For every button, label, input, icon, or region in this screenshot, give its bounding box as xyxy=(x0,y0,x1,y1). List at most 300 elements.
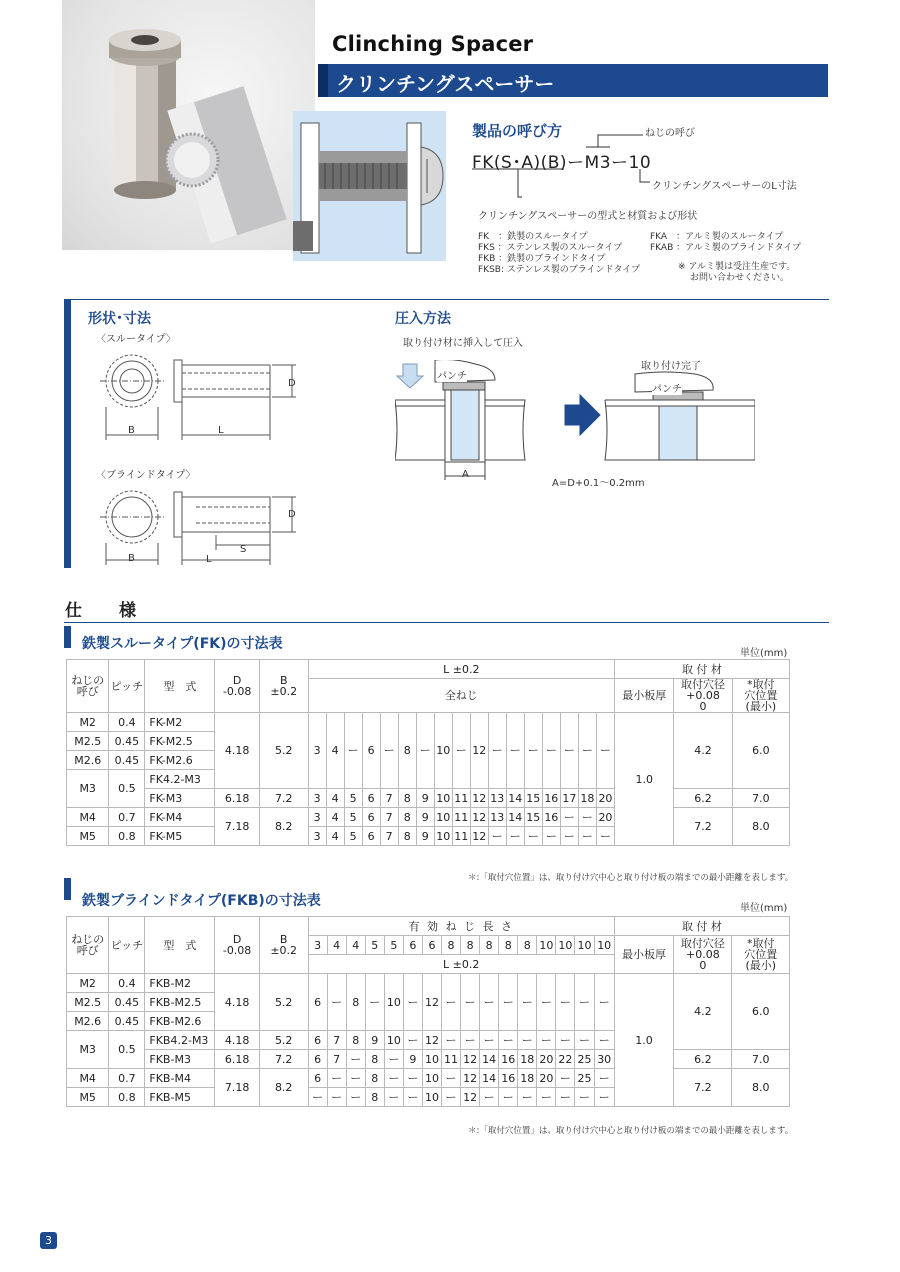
cell-model: FK4.2-M3 xyxy=(145,770,215,789)
cell-l: 10 xyxy=(422,1088,441,1107)
spec-divider xyxy=(64,622,829,623)
alu-note-line2: お問い合わせください。 xyxy=(690,273,790,283)
cell-l: 3 xyxy=(308,827,326,846)
cell-model: FK-M2.6 xyxy=(145,751,215,770)
cell-l: 13 xyxy=(488,789,506,808)
shape-drawings xyxy=(96,345,306,570)
cell-l: ー xyxy=(499,974,518,1031)
cell-l: 16 xyxy=(499,1050,518,1069)
cell-l: ー xyxy=(403,1031,422,1050)
cell-l: ー xyxy=(308,1088,327,1107)
fkb-table-title: 鉄製ブラインドタイプ(FKB)の寸法表 xyxy=(82,893,321,909)
cell-l: 18 xyxy=(518,1050,537,1069)
cell-thread: M2.6 xyxy=(67,751,109,770)
cell-thread: M4 xyxy=(67,1069,109,1088)
cell-l: ー xyxy=(346,1069,365,1088)
label-length: クリンチングスペーサーのL寸法 xyxy=(652,181,797,192)
fkb-unit: 単位(mm) xyxy=(740,903,788,914)
cell-l: ー xyxy=(594,1069,614,1088)
fk-h-l: L ±0.2 xyxy=(308,660,614,679)
cell-eff: 4 xyxy=(327,936,346,955)
cell-model: FK-M3 xyxy=(145,789,215,808)
cell-l: 3 xyxy=(308,789,326,808)
cell-l: 12 xyxy=(461,1069,480,1088)
cell-l: 12 xyxy=(470,713,488,789)
cell-eff: 8 xyxy=(461,936,480,955)
cell-l: 12 xyxy=(461,1088,480,1107)
cell-b: 7.2 xyxy=(259,789,308,808)
cell-model: FK-M2.5 xyxy=(145,732,215,751)
fk-h-d: D -0.08 xyxy=(215,660,260,713)
cell-l: ー xyxy=(461,1031,480,1050)
cell-pos: 7.0 xyxy=(732,789,789,808)
cross-section-illustration xyxy=(293,111,446,261)
cell-d: 7.18 xyxy=(215,808,260,846)
cell-l: 8 xyxy=(365,1069,384,1088)
cell-d: 4.18 xyxy=(215,974,260,1031)
cell-l: 4 xyxy=(326,789,344,808)
cell-eff: 8 xyxy=(499,936,518,955)
fk-title-bar xyxy=(64,626,71,648)
spec-heading: 仕 様 xyxy=(65,601,146,621)
table-row xyxy=(67,808,790,827)
dim-b-through: B xyxy=(128,425,135,436)
punch-label-1: パンチ xyxy=(437,367,467,382)
cell-pitch: 0.4 xyxy=(109,974,145,993)
cell-l: ー xyxy=(556,1088,575,1107)
cell-l: 17 xyxy=(560,789,578,808)
blind-type-label: 〈ブラインドタイプ〉 xyxy=(96,470,196,481)
cell-l: 20 xyxy=(596,789,614,808)
cell-pitch: 0.45 xyxy=(109,732,145,751)
type-fkab: FKAB ：アルミ製のブラインドタイプ xyxy=(650,243,802,253)
fk-h-mount: 取 付 材 xyxy=(615,660,790,679)
cell-b: 8.2 xyxy=(259,808,308,846)
cell-l: 9 xyxy=(416,827,434,846)
cell-l: ー xyxy=(594,1031,614,1050)
cell-eff: 8 xyxy=(442,936,461,955)
cell-l: 6 xyxy=(308,974,327,1031)
types-left-list xyxy=(478,232,640,276)
cell-l: 10 xyxy=(434,789,452,808)
cell-pos: 7.0 xyxy=(732,1050,790,1069)
cell-l: ー xyxy=(560,808,578,827)
cell-l: ー xyxy=(452,713,470,789)
fkb-h-pitch: ピッチ xyxy=(109,917,145,974)
cell-l: 6 xyxy=(308,1069,327,1088)
cell-l: 8 xyxy=(398,808,416,827)
cell-l: 8 xyxy=(346,1031,365,1050)
fk-footnote: ＊:「取付穴位置」は、取り付け穴中心と取り付け板の端までの最小距離を表します。 xyxy=(468,873,794,883)
table-row xyxy=(67,789,790,808)
type-fka: FKA ：アルミ製のスルータイプ xyxy=(650,232,784,242)
cell-l: ー xyxy=(380,713,398,789)
cell-eff: 10 xyxy=(575,936,594,955)
section-divider xyxy=(64,299,829,300)
cell-l: ー xyxy=(575,974,594,1031)
fkb-title-bar xyxy=(64,878,71,900)
fkb-h-pos: *取付 穴位置 (最小) xyxy=(732,936,790,974)
product-photo xyxy=(62,0,315,250)
cell-l: 8 xyxy=(398,827,416,846)
cell-l: 11 xyxy=(452,789,470,808)
cell-d: 6.18 xyxy=(215,1050,260,1069)
cell-l: ー xyxy=(442,1088,461,1107)
cell-l: ー xyxy=(518,1088,537,1107)
cell-l: ー xyxy=(346,1088,365,1107)
cell-l: ー xyxy=(578,808,596,827)
cell-l: ー xyxy=(403,1088,422,1107)
cell-l: 6 xyxy=(362,808,380,827)
cell-model: FKB-M2.5 xyxy=(145,993,215,1012)
cell-thread: M3 xyxy=(67,770,109,808)
cell-l: 8 xyxy=(398,713,416,789)
fkb-h-d: D -0.08 xyxy=(215,917,260,974)
cell-l: ー xyxy=(556,1031,575,1050)
cell-l: 10 xyxy=(434,827,452,846)
cell-l: 10 xyxy=(422,1069,441,1088)
cell-eff: 8 xyxy=(518,936,537,955)
cell-eff: 10 xyxy=(594,936,614,955)
cell-l: ー xyxy=(560,827,578,846)
cell-model: FKB-M4 xyxy=(145,1069,215,1088)
fkb-h-eff: 有 効 ね じ 長 さ xyxy=(308,917,614,936)
cell-l: ー xyxy=(480,1088,499,1107)
fk-dimension-table xyxy=(66,659,790,846)
cell-l: 5 xyxy=(344,808,362,827)
cell-thread: M2.6 xyxy=(67,1012,109,1031)
table-row xyxy=(67,974,790,993)
fk-h-pos: *取付 穴位置 (最小) xyxy=(732,679,789,713)
cell-l: 11 xyxy=(452,827,470,846)
cell-l: 6 xyxy=(362,827,380,846)
cell-model: FKB-M2.6 xyxy=(145,1012,215,1031)
types-right-list xyxy=(650,232,801,254)
cell-l: 16 xyxy=(542,808,560,827)
cell-l: 10 xyxy=(384,974,403,1031)
cell-thread: M5 xyxy=(67,1088,109,1107)
alu-note-line1: ※ アルミ製は受注生産です。 xyxy=(678,262,796,272)
cell-l: ー xyxy=(403,974,422,1031)
cell-hole: 6.2 xyxy=(674,1050,732,1069)
naming-heading: 製品の呼び方 xyxy=(472,122,563,140)
cell-l: 3 xyxy=(308,713,326,789)
cell-l: 12 xyxy=(470,827,488,846)
title-bar-accent xyxy=(318,64,328,97)
fkb-h-thread: ねじの呼び xyxy=(67,917,109,974)
cell-model: FKB4.2-M3 xyxy=(145,1031,215,1050)
cell-l: ー xyxy=(537,974,556,1031)
cell-pos: 8.0 xyxy=(732,1069,790,1107)
cell-model: FK-M5 xyxy=(145,827,215,846)
fk-h-l-sub: 全ねじ xyxy=(308,679,614,713)
dim-s-blind: S xyxy=(240,544,247,555)
cell-l: ー xyxy=(384,1069,403,1088)
cell-l: ー xyxy=(518,1031,537,1050)
fk-h-model: 型 式 xyxy=(145,660,215,713)
fkb-h-mount: 取 付 材 xyxy=(614,917,789,936)
cell-pitch: 0.45 xyxy=(109,993,145,1012)
cell-l: 12 xyxy=(422,974,441,1031)
dim-l-blind: L xyxy=(206,554,212,565)
cell-pitch: 0.45 xyxy=(109,1012,145,1031)
fkb-h-min-thick: 最小板厚 xyxy=(614,936,673,974)
cell-l: 6 xyxy=(362,789,380,808)
fk-h-min-thick: 最小板厚 xyxy=(615,679,674,713)
dim-d-through: D xyxy=(288,378,296,389)
cell-l: 4 xyxy=(326,713,344,789)
cell-hole: 4.2 xyxy=(674,974,732,1050)
fkb-footnote: ＊:「取付穴位置」は、取り付け穴中心と取り付け板の端までの最小距離を表します。 xyxy=(468,1126,794,1136)
cell-eff: 3 xyxy=(308,936,327,955)
cell-l: ー xyxy=(480,974,499,1031)
cell-thread: M2 xyxy=(67,713,109,732)
type-fkb: FKB ：鉄製のブラインドタイプ xyxy=(478,254,606,264)
shape-section-bar xyxy=(64,300,71,568)
press-step2: 取り付け完了 xyxy=(641,361,701,372)
cell-l: 22 xyxy=(556,1050,575,1069)
cell-l: 10 xyxy=(434,713,452,789)
dim-l-through: L xyxy=(218,425,224,436)
cell-l: 12 xyxy=(422,1031,441,1050)
cell-l: 16 xyxy=(542,789,560,808)
cell-pos: 6.0 xyxy=(732,713,789,789)
fkb-dimension-table xyxy=(66,916,790,1107)
cell-thread: M3 xyxy=(67,1031,109,1069)
cell-model: FKB-M3 xyxy=(145,1050,215,1069)
cell-b: 8.2 xyxy=(259,1069,308,1107)
cell-l: 15 xyxy=(524,808,542,827)
cell-l: 4 xyxy=(326,808,344,827)
cell-l: 18 xyxy=(578,789,596,808)
cell-l: ー xyxy=(442,1069,461,1088)
cell-hole: 6.2 xyxy=(674,789,732,808)
cell-hole: 7.2 xyxy=(674,808,732,846)
cell-l: 4 xyxy=(326,827,344,846)
fk-h-pitch: ピッチ xyxy=(109,660,145,713)
cell-eff: 10 xyxy=(556,936,575,955)
press-heading: 圧入方法 xyxy=(395,311,451,327)
dim-b-blind: B xyxy=(128,553,135,564)
cell-l: 16 xyxy=(499,1069,518,1088)
table-row xyxy=(67,713,790,732)
through-type-label: 〈スルータイプ〉 xyxy=(96,334,176,345)
cell-l: 14 xyxy=(506,808,524,827)
cell-d: 7.18 xyxy=(215,1069,260,1107)
punch-label-2: パンチ xyxy=(652,380,682,395)
cell-l: ー xyxy=(403,1069,422,1088)
cell-l: ー xyxy=(596,713,614,789)
cell-l: ー xyxy=(442,1031,461,1050)
type-fksb: FKSB: ステンレス製のブラインドタイプ xyxy=(478,265,641,275)
cell-d: 4.18 xyxy=(215,1031,260,1050)
type-fks: FKS ：ステンレス製のスルータイプ xyxy=(478,243,623,253)
dim-d-blind: D xyxy=(288,509,296,520)
cell-eff: 10 xyxy=(537,936,556,955)
type-fk: FK ：鉄製のスルータイプ xyxy=(478,232,588,242)
cell-l: 14 xyxy=(506,789,524,808)
cell-pitch: 0.8 xyxy=(109,827,145,846)
cell-b: 5.2 xyxy=(259,713,308,789)
cell-l: 5 xyxy=(344,789,362,808)
cell-l: 9 xyxy=(403,1050,422,1069)
cell-model: FK-M4 xyxy=(145,808,215,827)
cell-l: ー xyxy=(537,1088,556,1107)
cell-l: 8 xyxy=(365,1088,384,1107)
cell-l: 11 xyxy=(452,808,470,827)
cell-model: FKB-M5 xyxy=(145,1088,215,1107)
cell-l: 10 xyxy=(384,1031,403,1050)
cell-l: 7 xyxy=(327,1050,346,1069)
cell-l: ー xyxy=(344,713,362,789)
cell-l: ー xyxy=(365,974,384,1031)
cell-l: 8 xyxy=(365,1050,384,1069)
cell-l: ー xyxy=(542,713,560,789)
dim-a: A xyxy=(462,469,469,480)
label-type: クリンチングスペーサーの型式と材質および形状 xyxy=(478,211,698,222)
press-step1: 取り付け材に挿入して圧入 xyxy=(403,338,523,349)
cell-l: ー xyxy=(346,1050,365,1069)
cell-l: 30 xyxy=(594,1050,614,1069)
title-english: Clinching Spacer xyxy=(332,32,534,56)
fk-unit: 単位(mm) xyxy=(740,648,788,659)
cell-l: 6 xyxy=(362,713,380,789)
cell-l: 12 xyxy=(470,808,488,827)
cell-l: 12 xyxy=(470,789,488,808)
cell-l: ー xyxy=(524,713,542,789)
cell-l: ー xyxy=(327,1069,346,1088)
fkb-h-l: L ±0.2 xyxy=(308,955,614,974)
press-formula: A=D+0.1～0.2mm xyxy=(552,478,645,489)
cell-d: 4.18 xyxy=(215,713,260,789)
cell-l: 3 xyxy=(308,808,326,827)
cell-l: 8 xyxy=(398,789,416,808)
cell-thread: M4 xyxy=(67,808,109,827)
cell-hole: 4.2 xyxy=(674,713,732,789)
cell-l: ー xyxy=(416,713,434,789)
cell-l: 13 xyxy=(488,808,506,827)
cell-thread: M2 xyxy=(67,974,109,993)
cell-pos: 8.0 xyxy=(732,808,789,846)
cell-l: ー xyxy=(596,827,614,846)
cell-l: 14 xyxy=(480,1069,499,1088)
cell-l: 9 xyxy=(416,808,434,827)
cell-l: ー xyxy=(594,1088,614,1107)
cell-b: 7.2 xyxy=(259,1050,308,1069)
cell-pitch: 0.8 xyxy=(109,1088,145,1107)
table-row xyxy=(67,1050,790,1069)
cell-l: ー xyxy=(327,974,346,1031)
fk-h-thread: ねじの呼び xyxy=(67,660,109,713)
cell-min-thick: 1.0 xyxy=(614,974,673,1107)
cell-l: ー xyxy=(461,974,480,1031)
cell-l: 7 xyxy=(380,827,398,846)
cell-l: ー xyxy=(327,1088,346,1107)
cell-thread: M2.5 xyxy=(67,732,109,751)
cell-l: 7 xyxy=(380,808,398,827)
cell-eff: 5 xyxy=(365,936,384,955)
cell-thread: M2.5 xyxy=(67,993,109,1012)
fk-table-title: 鉄製スルータイプ(FK)の寸法表 xyxy=(82,636,283,652)
cell-l: 10 xyxy=(434,808,452,827)
cell-l: 9 xyxy=(365,1031,384,1050)
cell-l: ー xyxy=(518,974,537,1031)
fk-h-b: B ±0.2 xyxy=(259,660,308,713)
naming-leader-lines xyxy=(460,125,660,220)
cell-l: ー xyxy=(384,1050,403,1069)
cell-model: FK-M2 xyxy=(145,713,215,732)
cell-l: ー xyxy=(442,974,461,1031)
cell-l: ー xyxy=(480,1031,499,1050)
cell-l: 18 xyxy=(518,1069,537,1088)
cell-l: 20 xyxy=(537,1050,556,1069)
shape-heading: 形状･寸法 xyxy=(88,311,151,327)
label-thread: ねじの呼び xyxy=(645,128,695,139)
cell-l: ー xyxy=(542,827,560,846)
cell-l: 8 xyxy=(346,974,365,1031)
cell-eff: 6 xyxy=(403,936,422,955)
cell-l: ー xyxy=(537,1031,556,1050)
cell-l: ー xyxy=(524,827,542,846)
cell-l: ー xyxy=(575,1031,594,1050)
cell-d: 6.18 xyxy=(215,789,260,808)
cell-l: ー xyxy=(594,974,614,1031)
cell-l: 10 xyxy=(422,1050,441,1069)
cell-l: 6 xyxy=(308,1031,327,1050)
cell-b: 5.2 xyxy=(259,1031,308,1050)
cell-hole: 7.2 xyxy=(674,1069,732,1107)
cell-l: 7 xyxy=(327,1031,346,1050)
cell-l: 6 xyxy=(308,1050,327,1069)
cell-l: 20 xyxy=(537,1069,556,1088)
cell-l: ー xyxy=(488,713,506,789)
cell-pitch: 0.7 xyxy=(109,1069,145,1088)
cell-model: FKB-M2 xyxy=(145,974,215,993)
cell-l: ー xyxy=(384,1088,403,1107)
cell-l: 11 xyxy=(442,1050,461,1069)
fkb-h-hole: 取付穴径 +0.08 0 xyxy=(674,936,732,974)
table-row xyxy=(67,1069,790,1088)
cell-pos: 6.0 xyxy=(732,974,790,1050)
cell-pitch: 0.7 xyxy=(109,808,145,827)
cell-l: 7 xyxy=(380,789,398,808)
cell-l: 12 xyxy=(461,1050,480,1069)
cell-pitch: 0.5 xyxy=(109,770,145,808)
title-japanese: クリンチングスペーサー xyxy=(336,72,555,96)
cell-l: ー xyxy=(506,713,524,789)
cell-l: ー xyxy=(578,827,596,846)
cell-l: 9 xyxy=(416,789,434,808)
cell-l: 25 xyxy=(575,1050,594,1069)
cell-l: ー xyxy=(575,1088,594,1107)
cell-l: 5 xyxy=(344,827,362,846)
cell-l: ー xyxy=(499,1088,518,1107)
cell-l: ー xyxy=(506,827,524,846)
cell-eff: 8 xyxy=(480,936,499,955)
cell-l: ー xyxy=(488,827,506,846)
cell-l: ー xyxy=(560,713,578,789)
cell-pitch: 0.45 xyxy=(109,751,145,770)
cell-l: ー xyxy=(556,1069,575,1088)
cell-l: ー xyxy=(578,713,596,789)
cell-l: 14 xyxy=(480,1050,499,1069)
product-code-example: FK(S･A)(B)ーM3ー10 xyxy=(472,153,652,173)
page-number: 3 xyxy=(40,1232,57,1249)
cell-eff: 5 xyxy=(384,936,403,955)
fkb-h-b: B ±0.2 xyxy=(259,917,308,974)
cell-pitch: 0.4 xyxy=(109,713,145,732)
alu-note xyxy=(678,262,795,284)
